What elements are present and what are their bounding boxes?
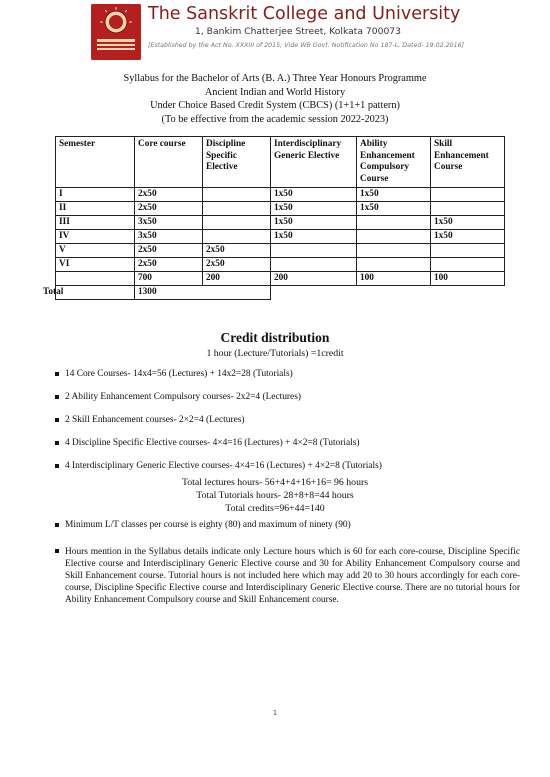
university-name: The Sanskrit College and University	[148, 4, 461, 24]
bullet-icon	[55, 549, 59, 553]
bullet-icon	[55, 523, 59, 527]
list-item-text: 4 Discipline Specific Elective courses- 4×4=16 (Lectures) + 4×2=8 (Tutorials)	[65, 438, 360, 448]
total-row	[56, 286, 505, 300]
total-tutorials: Total Tutorials hours- 28+8+8=44 hours	[196, 490, 354, 501]
total-value: 1300	[135, 286, 271, 300]
title-line-1: Syllabus for the Bachelor of Arts (B. A.) Three Year Honours Programme	[123, 73, 427, 84]
table-cell	[271, 258, 357, 272]
header-cell: Discipline Specific Elective	[203, 137, 271, 188]
semester-cell: I	[56, 188, 135, 202]
table-cell: 1x50	[271, 202, 357, 216]
table-cell: 2x50	[135, 244, 203, 258]
header-cell: Interdisciplinary Generic Elective	[271, 137, 357, 188]
list-item	[55, 415, 515, 438]
empty-cell	[357, 286, 431, 300]
table-cell	[357, 258, 431, 272]
credit-list	[55, 369, 515, 484]
table-cell: 3x50	[135, 216, 203, 230]
header-cell: Skill Enhancement Course	[431, 137, 505, 188]
table-cell: 1x50	[271, 188, 357, 202]
table-cell	[203, 188, 271, 202]
list-item	[55, 438, 515, 461]
sum-cell: 200	[271, 272, 357, 286]
table-cell	[357, 216, 431, 230]
total-lectures: Total lectures hours- 56+4+4+16+16= 96 hours	[181, 477, 369, 488]
empty-cell	[431, 286, 505, 300]
table-cell: 2x50	[135, 202, 203, 216]
total-credits: Total credits=96+44=140	[225, 503, 325, 514]
table-cell	[203, 230, 271, 244]
page-number: 1	[272, 709, 278, 717]
list-item	[55, 369, 515, 392]
table-row	[56, 244, 505, 258]
sum-row	[56, 272, 505, 286]
table-cell	[431, 188, 505, 202]
sum-cell: 200	[203, 272, 271, 286]
list-item-text: 14 Core Courses- 14x4=56 (Lectures) + 14x2=28 (Tutorials)	[65, 369, 293, 379]
semester-cell: V	[56, 244, 135, 258]
table-cell: 2x50	[135, 188, 203, 202]
total-label: Total	[40, 286, 119, 300]
semester-cell: IV	[56, 230, 135, 244]
table-cell: 2x50	[203, 244, 271, 258]
empty-cell	[271, 286, 357, 300]
sum-cell	[56, 272, 135, 286]
table-cell: 1x50	[357, 188, 431, 202]
table-cell: 1x50	[431, 216, 505, 230]
syllabus-title-block	[0, 72, 550, 126]
credit-distribution-heading: Credit distribution	[220, 330, 330, 345]
bullet-icon	[55, 395, 59, 399]
table-cell	[431, 244, 505, 258]
title-line-2: Ancient Indian and World History	[204, 86, 346, 98]
semester-cell: VI	[56, 258, 135, 272]
hours-note-paragraph: Hours mention in the Syllabus details indicate only Lecture hours which is 60 for each core-course, Discipline Specific Elective course and Interdisciplinary Generic Elective course and 30 for Ability Enhancement Compulsory course and Skill Enhancement course. Tutorial hours is not included here which may add 20 to 30 hours accordingly for each core-course, Discipline Specific Elective course and Interdisciplinary Generic Elective course. There are no tutorial hours for Ability Enhancement Compulsory course and Skill Enhancement course.	[65, 547, 520, 605]
sum-cell: 100	[357, 272, 431, 286]
college-crest-icon	[91, 4, 141, 60]
list-item-text: 4 Interdisciplinary Generic Elective courses- 4×4=16 (Lectures) + 4×2=8 (Tutorials)	[65, 461, 382, 471]
totals-block	[0, 476, 550, 515]
table-cell	[203, 202, 271, 216]
bullet-icon	[55, 418, 59, 422]
credit-definition: 1 hour (Lecture/Tutorials) =1credit	[206, 348, 344, 359]
university-address: 1, Bankim Chatterjee Street, Kolkata 700073	[195, 26, 401, 37]
table-cell	[203, 216, 271, 230]
table-cell	[357, 244, 431, 258]
list-item	[55, 392, 515, 415]
table-cell: 1x50	[357, 202, 431, 216]
list-item-text: 2 Skill Enhancement courses- 2×2=4 (Lectures)	[65, 415, 245, 425]
table-cell	[271, 244, 357, 258]
list-item-text: 2 Ability Enhancement Compulsory courses- 2x2=4 (Lectures)	[65, 392, 301, 402]
table-cell: 1x50	[271, 216, 357, 230]
semester-cell: II	[56, 202, 135, 216]
table-cell: 2x50	[203, 258, 271, 272]
header-cell: Semester	[56, 137, 135, 188]
table-cell: 3x50	[135, 230, 203, 244]
table-cell	[357, 230, 431, 244]
list-item-text: Minimum L/T classes per course is eighty (80) and maximum of ninety (90)	[65, 520, 351, 530]
minimum-classes-list	[55, 520, 515, 530]
header-cell: Core course	[135, 137, 203, 188]
table-row	[56, 216, 505, 230]
table-cell: 1x50	[431, 230, 505, 244]
list-item	[55, 520, 515, 530]
sum-cell: 100	[431, 272, 505, 286]
bullet-icon	[55, 441, 59, 445]
semester-cell: III	[56, 216, 135, 230]
title-line-4: (To be effective from the academic session 2022-2023)	[161, 113, 389, 125]
table-cell: 2x50	[135, 258, 203, 272]
table-cell	[431, 258, 505, 272]
sum-cell: 700	[135, 272, 203, 286]
table-row	[56, 258, 505, 272]
bullet-icon	[55, 372, 59, 376]
table-cell: 1x50	[271, 230, 357, 244]
bullet-icon	[55, 464, 59, 468]
course-distribution-table	[43, 136, 505, 300]
table-row	[56, 202, 505, 216]
establishment-note: [Established by the Act No. XXXIII of 2015; Vide WB Govt. Notification No 187-L, Dated- 19.02.2016]	[148, 42, 465, 49]
header-cell: Ability Enhancement Compulsory Course	[357, 137, 431, 188]
table-row	[56, 188, 505, 202]
table-row	[56, 230, 505, 244]
title-line-3: Under Choice Based Credit System (CBCS) (1+1+1 pattern)	[150, 100, 400, 112]
table-cell	[431, 202, 505, 216]
table-header-row	[56, 137, 505, 188]
